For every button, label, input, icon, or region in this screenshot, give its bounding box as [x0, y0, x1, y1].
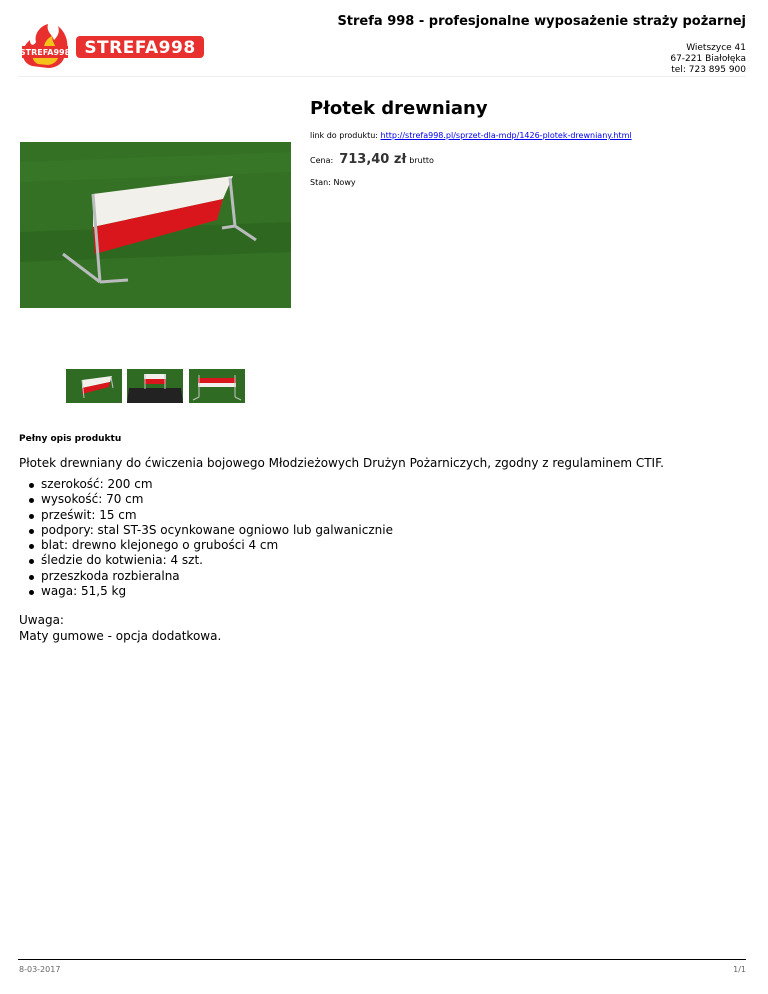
- note-block: [19, 612, 221, 644]
- product-thumbnail-1[interactable]: [66, 369, 122, 403]
- store-address: [670, 43, 746, 76]
- feature-item: szerokość: 200 cm: [29, 477, 393, 492]
- product-link-label: link do produktu:: [310, 131, 378, 140]
- product-name: Płotek drewniany: [310, 98, 488, 119]
- product-main-image[interactable]: [20, 142, 291, 308]
- feature-item: przeszkoda rozbieralna: [29, 569, 393, 584]
- product-link[interactable]: http://strefa998.pl/sprzet-dla-mdp/1426-plotek-drewniany.html: [380, 131, 632, 140]
- svg-text:STREFA998: STREFA998: [19, 48, 71, 57]
- product-thumbnail-2[interactable]: [127, 369, 183, 403]
- address-phone: tel: 723 895 900: [671, 65, 746, 75]
- feature-item: śledzie do kotwienia: 4 szt.: [29, 553, 393, 568]
- footer-page-number: 1/1: [733, 965, 746, 974]
- price-row: [310, 152, 434, 167]
- product-link-row: [310, 131, 632, 140]
- feature-list: [29, 477, 393, 599]
- feature-item: waga: 51,5 kg: [29, 584, 393, 599]
- feature-item: wysokość: 70 cm: [29, 492, 393, 507]
- price-value: 713,40 zł: [339, 152, 407, 167]
- description-lead: Płotek drewniany do ćwiczenia bojowego Młodzieżowych Drużyn Pożarniczych, zgodny z regulaminem CTIF.: [19, 456, 664, 470]
- note-title: Uwaga:: [19, 613, 64, 627]
- feature-item: podpory: stal ST-3S ocynkowane ogniowo lub galwanicznie: [29, 523, 393, 538]
- stock-row: [310, 178, 356, 187]
- description-section-title: Pełny opis produktu: [19, 434, 122, 444]
- price-label: Cena:: [310, 156, 334, 165]
- store-logo[interactable]: [18, 22, 206, 70]
- note-text: Maty gumowe - opcja dodatkowa.: [19, 629, 222, 643]
- header-title: Strefa 998 - profesjonalne wyposażenie straży pożarnej: [337, 14, 746, 29]
- product-thumbnail-3[interactable]: [189, 369, 245, 403]
- stock-label: Stan:: [310, 178, 331, 187]
- footer-divider: [18, 959, 746, 960]
- address-line-city: 67-221 Białołęka: [670, 54, 746, 64]
- header-divider: [18, 76, 746, 77]
- feature-item: prześwit: 15 cm: [29, 508, 393, 523]
- stock-value: Nowy: [333, 178, 356, 187]
- footer-date: 8-03-2017: [19, 965, 61, 974]
- address-line-street: Wietszyce 41: [686, 43, 746, 53]
- price-suffix: brutto: [409, 156, 434, 165]
- feature-item: blat: drewno klejonego o grubości 4 cm: [29, 538, 393, 553]
- svg-text:STREFA998: STREFA998: [84, 38, 196, 58]
